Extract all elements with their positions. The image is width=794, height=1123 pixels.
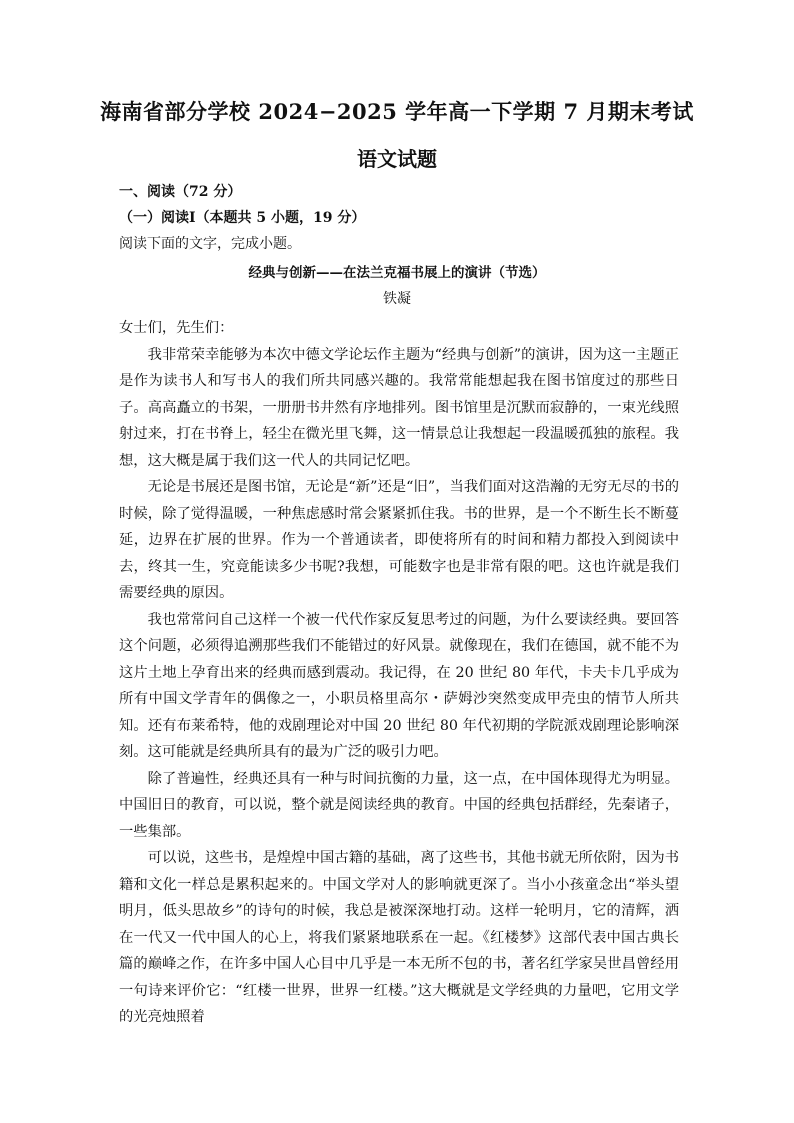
reading-instruction: 阅读下面的文字，完成小题。 (119, 236, 301, 252)
section-subheading: （一）阅读Ⅰ（本题共 5 小题，19 分） (119, 210, 366, 226)
article-paragraph: 我也常常问自己这样一个被一代代作家反复思考过的问题，为什么要读经典。要回答这个问题，必须得追溯那些我们不能错过的好风景。就像现在，我们在德国，就不能不为这片土地上孕育出来的经典而感到震动。我记得，在 20 世纪 80 年代，卡夫卡几乎成为所有中国文学青年的偶像之一，小职员格里高尔・萨姆沙突然变成甲壳虫的情节人所共知。还有布莱希特，他的戏剧理论对中国 20 世纪 80 年代初期的学院派戏剧理论影响深刻。这可能就是经典所具有的最为广泛的吸引力吧。 (119, 611, 679, 760)
article-paragraph: 可以说，这些书，是煌煌中国古籍的基础，离了这些书，其他书就无所依附，因为书籍和文化一样总是累积起来的。中国文学对人的影响就更深了。当小小孩童念出“举头望明月，低头思故乡”的诗句的时候，我总是被深深地打动。这样一轮明月，它的清辉，洒在一代又一代中国人的心上，将我们紧紧地联系在一起。《红楼梦》这部代表中国古典长篇的巅峰之作，在许多中国人心目中几乎是一本无所不包的书，著名红学家吴世昌曾经用一句诗来评价它：“红楼一世界，世界一红楼。”这大概就是文学经典的力量吧，它用文学的光亮烛照着 (119, 850, 679, 1025)
article-title: 经典与创新——在法兰克福书展上的演讲（节选） (248, 265, 546, 281)
article-paragraph: 除了普遍性，经典还具有一种与时间抗衡的力量，这一点，在中国体现得尤为明显。中国旧日的教育，可以说，整个就是阅读经典的教育。中国的经典包括群经，先秦诸子，一些集部。 (119, 770, 679, 840)
article-greeting: 女士们，先生们： (119, 320, 234, 336)
exam-subtitle: 语文试题 (357, 147, 437, 171)
article-paragraph: 无论是书展还是图书馆，无论是“新”还是“旧”，当我们面对这浩瀚的无穷无尽的书的时候，除了觉得温暖，一种焦虑感时常会紧紧抓住我。书的世界，是一个不断生长不断蔓延，边界在扩展的世界。作为一个普通读者，即使将所有的时间和精力都投入到阅读中去，终其一生，究竟能读多少书呢?我想，可能数字也是非常有限的吧。这也许就是我们需要经典的原因。 (119, 479, 679, 601)
article-author: 铁凝 (383, 291, 411, 307)
article-paragraph: 我非常荣幸能够为本次中德文学论坛作主题为“经典与创新”的演讲，因为这一主题正是作为读书人和写书人的我们所共同感兴趣的。我常常能想起我在图书馆度过的那些日子。高高矗立的书架，一册册书井然有序地排列。图书馆里是沉默而寂静的，一束光线照射过来，打在书脊上，轻尘在微光里飞舞，这一情景总让我想起一段温暖孤独的旅程。我想，这大概是属于我们这一代人的共同记忆吧。 (119, 346, 679, 469)
exam-title: 海南省部分学校 2024−2025 学年高一下学期 7 月期末考试 (100, 99, 694, 124)
article-body (119, 315, 679, 1031)
section-heading: 一、阅读（72 分） (119, 184, 242, 200)
